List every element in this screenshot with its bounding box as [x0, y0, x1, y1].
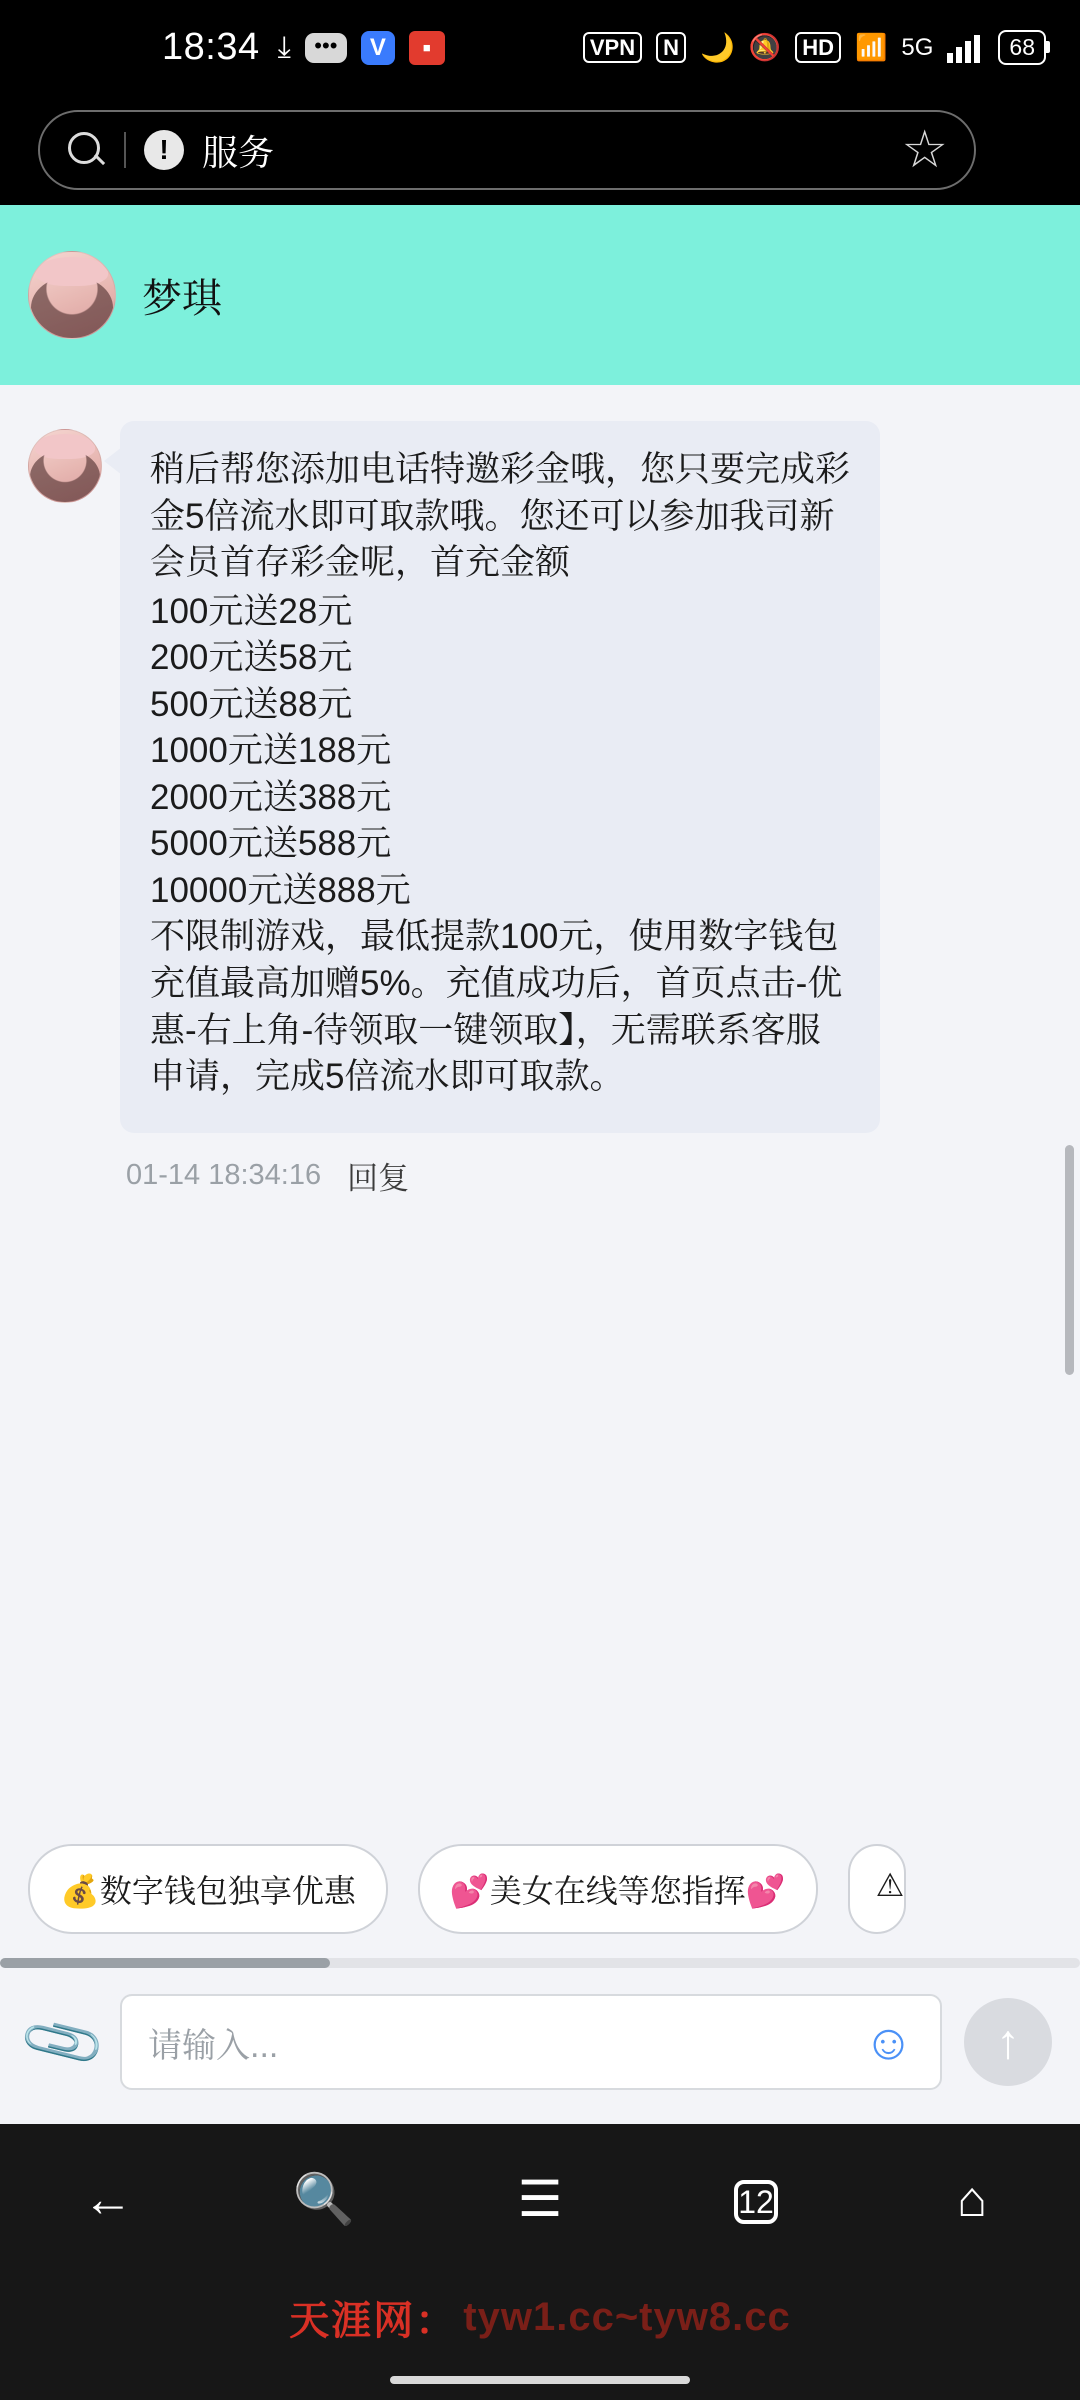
message-row — [28, 421, 1052, 1198]
menu-icon[interactable]: ☰ — [517, 2171, 563, 2227]
battery-level: 68 — [998, 30, 1046, 65]
watermark-url: tyw1.cc~tyw8.cc — [463, 2294, 791, 2339]
browser-nav-bar — [0, 2124, 1080, 2274]
message-bubble-wrapper — [120, 421, 880, 1198]
quick-reply-chip[interactable]: ⚠ — [848, 1844, 907, 1934]
message-input-placeholder: 请输入... — [148, 2026, 279, 2065]
download-icon: ⤓ — [277, 30, 291, 64]
home-icon[interactable]: ⌂ — [956, 2171, 988, 2227]
message-list — [0, 385, 1080, 1824]
message-meta — [126, 1153, 880, 1198]
search-icon[interactable]: 🔍 — [292, 2170, 356, 2227]
browser-toolbar — [0, 95, 1080, 205]
tabs-count[interactable]: 12 — [734, 2180, 778, 2224]
status-time: 18:34 — [162, 26, 260, 68]
composer — [0, 1968, 1080, 2124]
v-app-icon: V — [361, 31, 395, 65]
message-paragraph: 1000元送188元 — [150, 731, 392, 771]
send-button[interactable]: ↑ — [964, 1998, 1052, 2086]
moon-icon: 🌙 — [699, 32, 735, 63]
wifi-icon: 📶 — [855, 32, 888, 62]
watermark — [0, 2274, 1080, 2360]
signal-icon — [947, 33, 980, 63]
nfc-icon: N — [656, 32, 686, 63]
message-bubble — [120, 421, 880, 1133]
quick-reply-list — [0, 1834, 1080, 1934]
chat-header — [0, 205, 1080, 385]
address-bar[interactable] — [38, 110, 976, 190]
quick-reply-scroll-track — [0, 1958, 1080, 1968]
quick-reply-scroll-thumb[interactable] — [0, 1958, 330, 1968]
hd-icon: HD — [795, 32, 841, 63]
message-paragraph: 稍后帮您添加电话特邀彩金哦，您只要完成彩金5倍流水即可取款哦。您还可以参加我司新会员首存彩金呢，首充金额 — [150, 450, 851, 583]
message-paragraph: 200元送58元 — [150, 638, 353, 678]
message-paragraph: 500元送88元 — [150, 684, 353, 724]
messages-icon: ••• — [305, 33, 347, 63]
star-icon[interactable]: ☆ — [901, 121, 948, 179]
search-icon[interactable] — [66, 130, 106, 170]
status-bar — [0, 0, 1080, 95]
message-input[interactable] — [120, 1994, 942, 2090]
divider — [124, 132, 126, 168]
message-paragraph: 5000元送588元 — [150, 824, 392, 864]
quick-reply-chip[interactable]: 💰数字钱包独享优惠 — [28, 1844, 388, 1934]
paperclip-icon[interactable]: 📎 — [16, 1995, 110, 2088]
back-arrow-icon[interactable]: ← — [83, 2171, 133, 2227]
watermark-brand: 天涯网： — [289, 2298, 458, 2343]
ai-assistant-icon[interactable]: 🅰 — [999, 127, 1045, 179]
gesture-bar-area — [0, 2360, 1080, 2400]
network-type-label: 5G — [901, 33, 934, 61]
contact-name: 梦琪 — [142, 276, 222, 321]
vertical-scrollbar[interactable] — [1065, 1145, 1074, 1375]
message-paragraph: 100元送28元 — [150, 591, 353, 631]
quick-reply-area — [0, 1824, 1080, 1968]
message-timestamp: 01-14 18:34:16 — [126, 1158, 322, 1191]
message-avatar — [28, 429, 102, 503]
message-paragraph: 不限制游戏，最低提款100元，使用数字钱包充值最高加赠5%。充值成功后，首页点击-优惠-右上角-待领取一键领取】，无需联系客服申请，完成5倍流水即可取款。 — [150, 917, 843, 1097]
quick-reply-chip[interactable]: 💕美女在线等您指挥💕 — [418, 1844, 818, 1934]
vpn-icon: VPN — [583, 32, 642, 63]
bell-off-icon: 🔕 — [748, 32, 782, 62]
red-app-icon: ■ — [409, 31, 445, 65]
reply-button[interactable]: 回复 — [347, 1160, 410, 1196]
status-right-icons — [583, 30, 1046, 65]
status-left-icons — [278, 31, 445, 65]
emoji-icon[interactable]: ☺ — [862, 2014, 914, 2070]
gesture-bar[interactable] — [390, 2376, 690, 2384]
message-paragraph: 2000元送388元 — [150, 777, 392, 817]
message-paragraph: 10000元送888元 — [150, 870, 411, 910]
avatar — [28, 251, 116, 339]
page-title: 服务 — [202, 131, 275, 173]
shield-warning-icon[interactable]: ! — [144, 130, 184, 170]
